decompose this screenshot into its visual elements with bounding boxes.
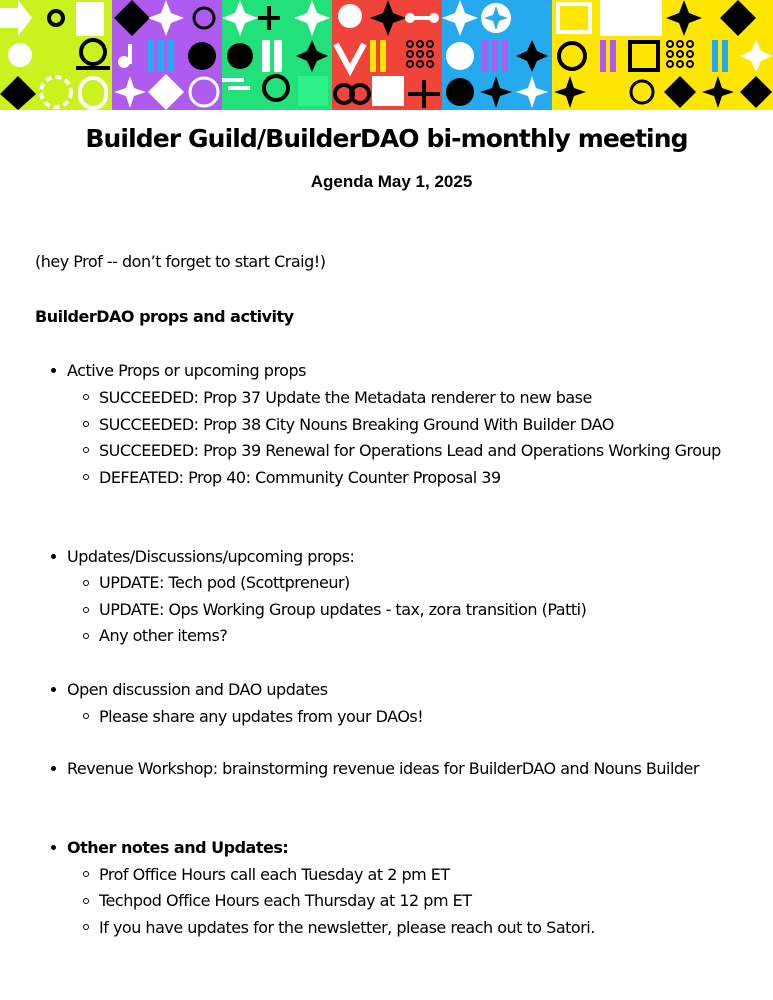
header-banner: [0, 0, 773, 110]
bullet-disc: [51, 845, 56, 850]
bullet-disc: [51, 554, 56, 559]
agenda-item-open-discussion: Open discussion and DAO updates: [67, 680, 328, 699]
bullet-circle: [83, 580, 89, 586]
section-heading: BuilderDAO props and activity: [35, 307, 294, 326]
sub-item: Techpod Office Hours each Thursday at 12 pm ET: [99, 891, 472, 910]
agenda-item-updates: Updates/Discussions/upcoming props:: [67, 547, 355, 566]
sub-item: Any other items?: [99, 626, 228, 645]
bullet-circle: [83, 924, 89, 930]
agenda-item-other-notes: Other notes and Updates:: [67, 838, 289, 857]
sub-item: DEFEATED: Prop 40: Community Counter Proposal 39: [99, 468, 501, 487]
sub-item: UPDATE: Ops Working Group updates - tax, zora transition (Patti): [99, 600, 587, 619]
sub-item: SUCCEEDED: Prop 38 City Nouns Breaking Ground With Builder DAO: [99, 415, 614, 434]
bullet-circle: [83, 713, 89, 719]
sub-item: If you have updates for the newsletter, please reach out to Satori.: [99, 918, 595, 937]
page-subtitle: Agenda May 1, 2025: [310, 172, 473, 191]
bullet-circle: [83, 474, 89, 480]
reminder-note: (hey Prof -- don’t forget to start Craig!): [35, 252, 326, 271]
bullet-disc: [51, 766, 56, 771]
sub-item: SUCCEEDED: Prop 37 Update the Metadata renderer to new base: [99, 388, 592, 407]
bullet-circle: [83, 447, 89, 453]
bullet-disc: [51, 368, 56, 373]
bullet-circle: [83, 633, 89, 639]
banner-blue-shapes: [442, 0, 550, 108]
bullet-circle: [83, 871, 89, 877]
bullet-disc: [51, 687, 56, 692]
agenda-item-revenue-workshop: Revenue Workshop: brainstorming revenue ideas for BuilderDAO and Nouns Builder: [67, 759, 699, 778]
bullet-circle: [83, 898, 89, 904]
bullet-circle: [83, 394, 89, 400]
sub-item: SUCCEEDED: Prop 39 Renewal for Operations Lead and Operations Working Group: [99, 441, 721, 460]
bullet-circle: [83, 421, 89, 427]
bullet-circle: [83, 607, 89, 613]
sub-item: UPDATE: Tech pod (Scottpreneur): [99, 573, 350, 592]
sub-item: Prof Office Hours call each Tuesday at 2 pm ET: [99, 865, 450, 884]
sub-item: Please share any updates from your DAOs!: [99, 707, 424, 726]
page-title: Builder Guild/BuilderDAO bi-monthly meeting: [85, 124, 688, 153]
agenda-item-active-props: Active Props or upcoming props: [67, 361, 306, 380]
